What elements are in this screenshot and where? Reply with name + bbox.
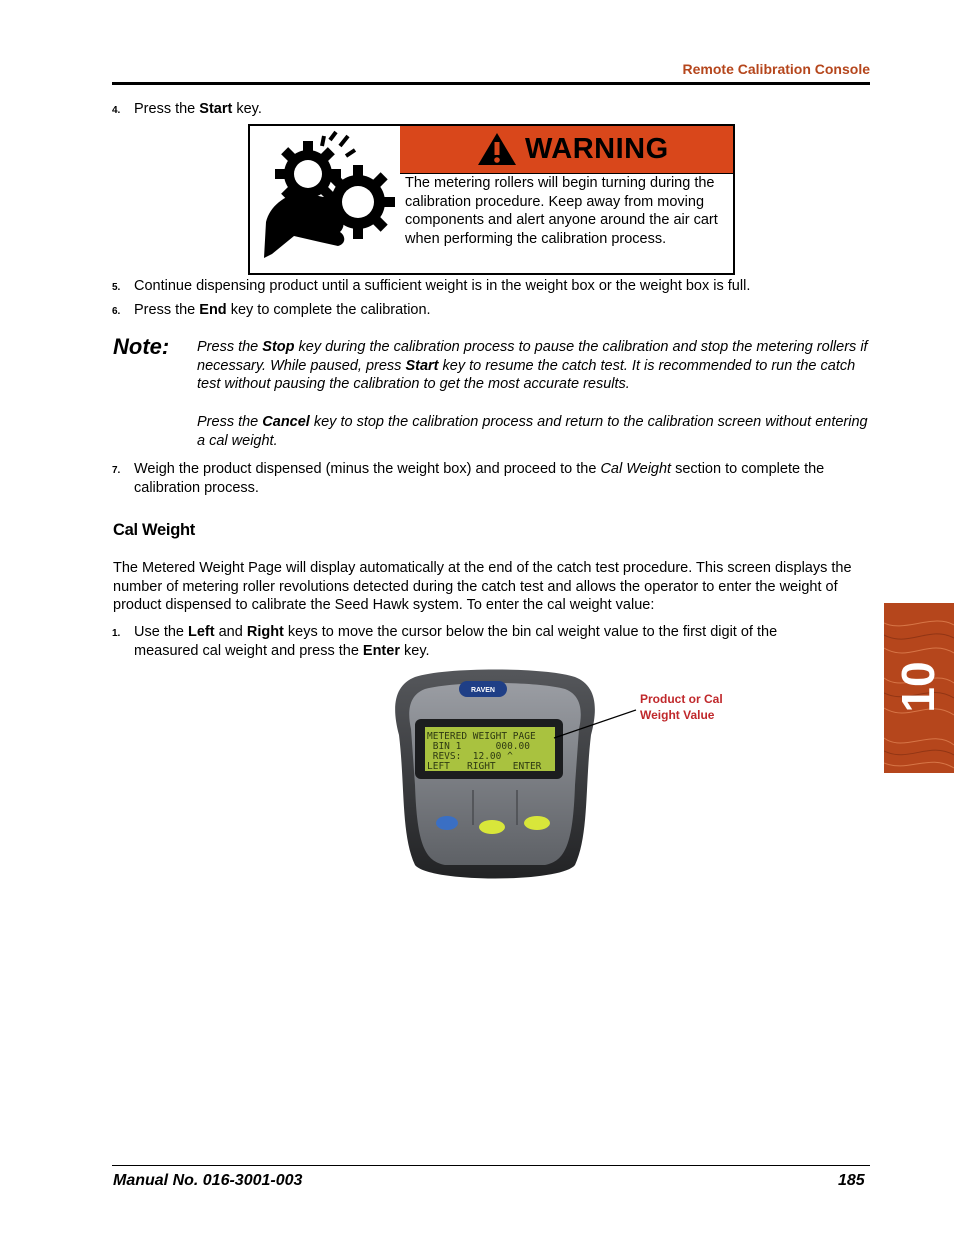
- step-number: 5.: [112, 282, 121, 293]
- enter-key-button[interactable]: [524, 816, 550, 830]
- step-text: Continue dispensing product until a sufficient weight is in the weight box or the weight box is full.: [134, 278, 751, 294]
- step-text: Use the Left and Right keys to move the cursor below the bin cal weight value to the first digit of the measured cal weight and press the Enter key.: [134, 624, 778, 659]
- step-text: Weigh the product dispensed (minus the weight box) and proceed to the Cal Weight section to complete the calibration process.: [134, 461, 825, 496]
- warning-header: [400, 126, 733, 174]
- section-title: Remote Calibration Console: [682, 61, 870, 77]
- warning-title: WARNING: [525, 133, 669, 165]
- step-text: Press the Start key.: [134, 101, 262, 117]
- lcd-line-4: LEFT RIGHT ENTER: [427, 761, 542, 772]
- power-button[interactable]: [436, 816, 458, 830]
- chapter-tab: [884, 603, 954, 773]
- page-number: 185: [838, 1172, 865, 1189]
- note-paragraph-2: Press the Cancel key to stop the calibration process and return to the calibration screen without entering a cal weight.: [197, 414, 868, 449]
- warning-triangle-icon: [476, 131, 518, 167]
- warning-box: [248, 124, 735, 275]
- lcd-line-1: METERED WEIGHT PAGE: [427, 731, 536, 742]
- callout-label: Product or Cal Weight Value: [640, 692, 723, 722]
- note-paragraph-1: Press the Stop key during the calibration process to pause the calibration and stop the metering rollers if necessary. While paused, press Start key to resume the catch test. It is recommended to run the catch test without pausing the calibration to get the most accurate results.: [197, 339, 868, 392]
- step-number: 6.: [112, 306, 121, 317]
- note-label: Note:: [113, 334, 170, 359]
- header-rule: [112, 82, 870, 85]
- step-number: 1.: [112, 628, 121, 639]
- footer-rule: [112, 1165, 870, 1166]
- key-name: End: [199, 302, 227, 318]
- chapter-number: 10: [892, 661, 944, 713]
- brand-label: RAVEN: [471, 687, 495, 694]
- calibration-console-image: [385, 665, 605, 885]
- lcd-line-2: BIN 1 000.00: [427, 741, 530, 752]
- key-name: Start: [199, 101, 233, 117]
- section-reference: Cal Weight: [600, 461, 672, 477]
- step-text: Press the End key to complete the calibration.: [134, 302, 431, 318]
- callout-leader-line: [550, 706, 640, 742]
- lcd-line-3: REVS: 12.00 ^: [427, 751, 513, 762]
- cal-weight-heading: Cal Weight: [113, 521, 195, 539]
- step-number: 7.: [112, 465, 121, 476]
- pinch-hazard-gears-icon: [250, 126, 400, 273]
- warning-text: The metering rollers will begin turning during the calibration procedure. Keep away from moving components and alert anyone around the air cart when performing the calibration process.: [405, 175, 718, 247]
- right-key-button[interactable]: [479, 820, 505, 834]
- step-number: 4.: [112, 105, 121, 116]
- manual-number: Manual No. 016-3001-003: [113, 1172, 303, 1189]
- cal-weight-paragraph: The Metered Weight Page will display automatically at the end of the catch test procedure. This screen displays the number of metering roller revolutions detected during the catch test and allows the operator to enter the weight of product dispensed to calibrate the Seed Hawk system. To enter the cal weight value:: [113, 560, 852, 613]
